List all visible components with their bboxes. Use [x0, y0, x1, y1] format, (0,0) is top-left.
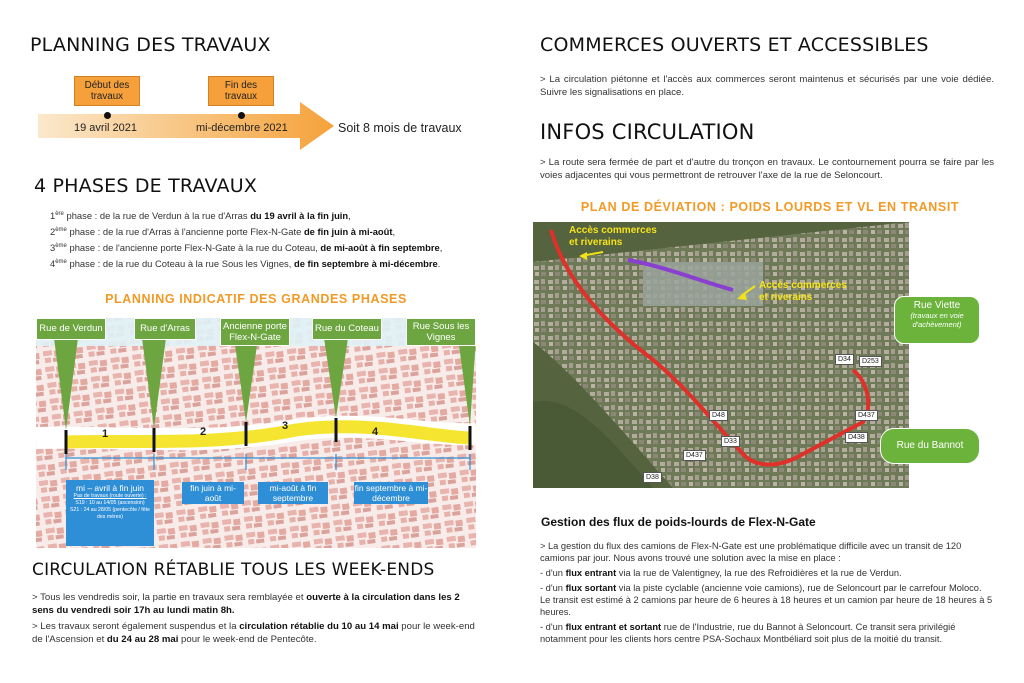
- rue-viette-title: Rue Viette: [913, 300, 961, 311]
- duration-text: Soit 8 mois de travaux: [338, 121, 462, 135]
- start-label: Début des travaux: [84, 80, 130, 102]
- road-label-d253: D253: [859, 356, 882, 367]
- phase-item-4: 4ème phase : de la rue du Coteau à la rue Sous les Vignes, de fin septembre à mi-décembre.: [50, 258, 441, 270]
- date-box-1-note1: Pas de travaux (route ouverte) :: [73, 493, 147, 499]
- road-label-d33: D33: [721, 436, 740, 447]
- flux-item-2: - d'un flux sortant via la piste cyclable (ancienne voie camions), rue de Seloncourt par le carrefour Moloco. Le transit est estimé à 2 camions par heure de 6 heures à 18 heures et un camion par heure de 18 heures à 5 heures.: [540, 583, 993, 617]
- phase-number-2: 2: [200, 426, 207, 438]
- callout-rue-sous-les-vignes: Rue Sous les Vignes: [406, 318, 476, 346]
- flux-title: Gestion des flux de poids-lourds de Flex-N-Gate: [541, 515, 816, 529]
- weekend-title: CIRCULATION RÉTABLIE TOUS LES WEEK-ENDS: [32, 560, 435, 580]
- callout-flex-n-gate: Ancienne porte Flex-N-Gate: [220, 318, 290, 346]
- road-label-d38: D38: [643, 472, 662, 483]
- date-box-1-note3: S21 : 24 au 28/05 (pentecôte / fête des mères): [70, 507, 150, 520]
- phase-number-4: 4: [372, 426, 379, 438]
- rue-du-bannot-label: Rue du Bannot: [880, 428, 980, 464]
- deviation-title: PLAN DE DÉVIATION : POIDS LOURDS ET VL EN TRANSIT: [580, 200, 960, 214]
- date-box-phase-3: mi-août à fin septembre: [258, 482, 328, 504]
- callout-rue-d-arras: Rue d'Arras: [134, 318, 196, 340]
- end-flag: [208, 76, 274, 106]
- callout-rue-du-coteau: Rue du Coteau: [312, 318, 382, 340]
- commerces-text: > La circulation piétonne et l'accès aux commerces seront maintenus et sécurisés par une voie dédiée. Suivre les signalisations en place.: [540, 74, 994, 98]
- road-label-d438: D438: [845, 432, 868, 443]
- road-label-d437-b: D437: [683, 450, 706, 461]
- end-label: Fin des travaux: [224, 80, 258, 102]
- date-box-phase-1: [66, 480, 154, 546]
- planning-title: PLANNING DES TRAVAUX: [30, 34, 271, 56]
- date-box-1-main: mi – avril à fin juin: [75, 483, 145, 493]
- phase-number-1: 1: [102, 428, 109, 440]
- phase-item-2: 2ème phase : de la rue d'Arras à l'ancienne porte Flex-N-Gate de fin juin à mi-août,: [50, 226, 396, 238]
- rue-viette-subtitle: (travaux en voie d'achèvement): [910, 311, 964, 329]
- infos-text: > La route sera fermée de part et d'autre du tronçon en travaux. Le contournement pourra se faire par les voies adjacentes qui vous permettront de retrouver l'axe de la rue de Seloncourt.: [540, 157, 994, 181]
- phase-number-3: 3: [282, 420, 289, 432]
- phase-item-1: 1ère phase : de la rue de Verdun à la rue d'Arras du 19 avril à la fin juin,: [50, 210, 351, 222]
- road-label-d48: D48: [709, 410, 728, 421]
- rue-viette-label: [894, 296, 980, 344]
- road-label-d34: D34: [835, 354, 854, 365]
- flux-intro: > La gestion du flux des camions de Flex-N-Gate est une problématique difficile avec un transit de 120 camions par jour. Nous avons trouvé une solution avec la mise en place :: [540, 541, 962, 563]
- flux-text: [540, 540, 994, 645]
- end-date: mi-décembre 2021: [196, 122, 288, 134]
- road-label-d437-a: D437: [855, 410, 878, 421]
- start-dot: [104, 112, 111, 119]
- access-label-1: Accès commerces et riverains: [569, 225, 657, 248]
- phases-list: [50, 207, 490, 272]
- start-date: 19 avril 2021: [74, 122, 137, 134]
- infos-title: INFOS CIRCULATION: [540, 120, 755, 144]
- date-box-1-note2: S19 : 10 au 14/05 (ascension): [75, 500, 145, 506]
- start-flag: [74, 76, 140, 106]
- end-dot: [238, 112, 245, 119]
- date-box-phase-4: fin septembre à mi-décembre: [354, 483, 428, 503]
- commerces-title: COMMERCES OUVERTS ET ACCESSIBLES: [540, 34, 929, 56]
- planning-map: [36, 318, 476, 548]
- weekend-paragraph-1: > Tous les vendredis soir, la partie en travaux sera remblayée et ouverte à la circulation dans les 2 sens du vendredi soir 17h au lundi matin 8h.: [32, 592, 460, 616]
- date-box-phase-2: fin juin à mi-août: [182, 482, 244, 504]
- access-label-2: Accès commerces et riverains: [759, 280, 847, 303]
- planning-map-title: PLANNING INDICATIF DES GRANDES PHASES: [105, 292, 407, 306]
- weekend-text: [32, 592, 484, 646]
- flux-item-1: - d'un flux entrant via la rue de Valentigney, la rue des Refroidières et la rue de Verdun.: [540, 568, 902, 578]
- flux-item-3: - d'un flux entrant et sortant rue de l'Industrie, rue du Bannot à Seloncourt. Ce transit sera privilégié notamment pour les clients hors centre PSA-Sochaux Montbéliard soit plus de la moitié du transit.: [540, 622, 956, 644]
- weekend-paragraph-2: > Les travaux seront également suspendus et la circulation rétablie du 10 au 14 mai pour le week-end de l'Ascension et du 24 au 28 mai pour le week-end de Pentecôte.: [32, 621, 475, 645]
- phase-item-3: 3ème phase : de l'ancienne porte Flex-N-Gate à la rue du Coteau, de mi-août à fin septembre,: [50, 242, 443, 254]
- callout-rue-de-verdun: Rue de Verdun: [36, 318, 106, 340]
- deviation-map: [533, 222, 909, 488]
- phases-title: 4 PHASES DE TRAVAUX: [34, 175, 258, 197]
